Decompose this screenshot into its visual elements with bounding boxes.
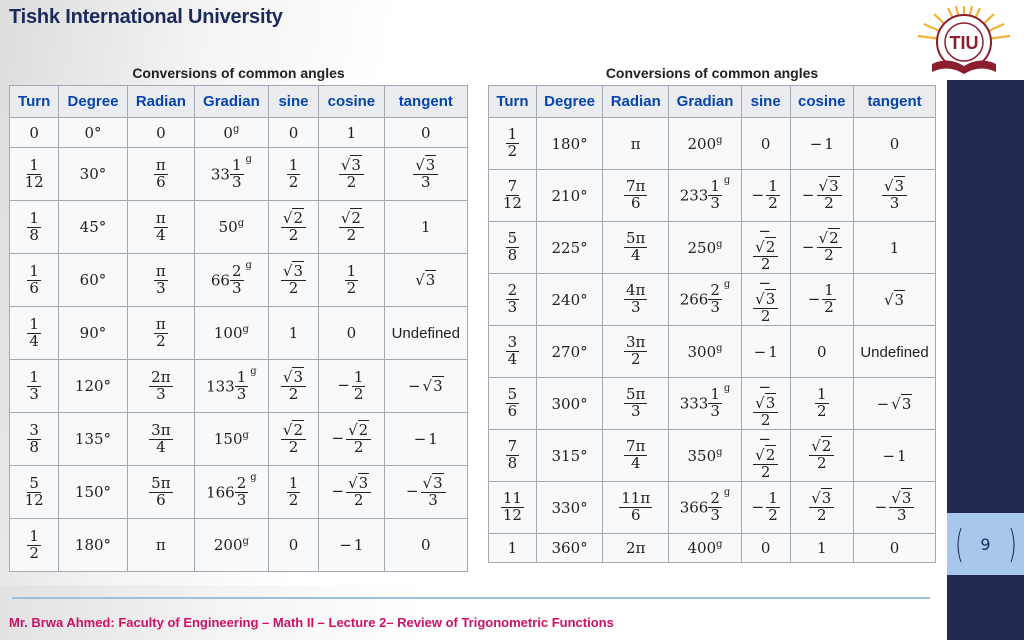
cell-gradian: 400$^g$ xyxy=(669,534,742,563)
cell-sine: − $\frac{√2}{2}$ xyxy=(741,430,790,482)
table-row xyxy=(10,519,468,572)
cell-turn: $\frac{7}{12}$ xyxy=(489,170,537,222)
cell-degree: 60° xyxy=(59,254,127,307)
cell-gradian: 133 $\frac{1}{3}$ $^g$ xyxy=(195,360,269,413)
left-bracket-icon: ( xyxy=(954,522,964,566)
cell-tangent: Undefined xyxy=(854,326,936,378)
svg-text:TIU: TIU xyxy=(949,33,979,53)
cell-sine: $\frac{√2}{2}$ xyxy=(268,201,318,254)
cell-gradian: 50$^g$ xyxy=(195,201,269,254)
cell-gradian: 150$^g$ xyxy=(195,413,269,466)
column-header-cosine[interactable]: cosine xyxy=(319,86,384,118)
cell-radian: $\frac{\pi}{2}$ xyxy=(127,307,194,360)
cell-cosine: $\frac{√2}{2}$ xyxy=(319,201,384,254)
cell-tangent: 0 xyxy=(384,519,467,572)
table-row xyxy=(489,222,936,274)
table-row xyxy=(10,118,468,148)
cell-gradian: 100$^g$ xyxy=(195,307,269,360)
cell-gradian: 300$^g$ xyxy=(669,326,742,378)
cell-degree: 225° xyxy=(536,222,602,274)
cell-degree: 300° xyxy=(536,378,602,430)
cell-cosine: − $\frac{√2}{2}$ xyxy=(790,222,854,274)
column-header-sine[interactable]: sine xyxy=(741,86,790,118)
cell-sine: $\frac{√3}{2}$ xyxy=(268,254,318,307)
cell-radian: $\frac{7\pi}{6}$ xyxy=(603,170,669,222)
cell-radian: $\frac{\pi}{4}$ xyxy=(127,201,194,254)
cell-cosine: − $\frac{√3}{2}$ xyxy=(790,170,854,222)
cell-turn: $\frac{5}{12}$ xyxy=(10,466,59,519)
column-header-gradian[interactable]: Gradian xyxy=(195,86,269,118)
cell-degree: 240° xyxy=(536,274,602,326)
cell-gradian: 333 $\frac{1}{3}$ $^g$ xyxy=(669,378,742,430)
table-row xyxy=(489,118,936,170)
cell-turn: $\frac{2}{3}$ xyxy=(489,274,537,326)
cell-tangent: $\frac{√3}{3}$ xyxy=(384,148,467,201)
cell-gradian: 66 $\frac{2}{3}$ $^g$ xyxy=(195,254,269,307)
cell-degree: 360° xyxy=(536,534,602,563)
cell-tangent: − √3 xyxy=(854,378,936,430)
cell-sine: − $\frac{√3}{2}$ xyxy=(741,378,790,430)
cell-degree: 180° xyxy=(536,118,602,170)
cell-cosine: $\frac{√2}{2}$ xyxy=(790,430,854,482)
cell-degree: 330° xyxy=(536,482,602,534)
table-row xyxy=(10,466,468,519)
cell-tangent: 0 xyxy=(854,118,936,170)
cell-turn: $\frac{1}{6}$ xyxy=(10,254,59,307)
cell-gradian: 366 $\frac{2}{3}$ $^g$ xyxy=(669,482,742,534)
cell-radian: $\frac{3\pi}{2}$ xyxy=(603,326,669,378)
cell-gradian: 200$^g$ xyxy=(669,118,742,170)
table-row xyxy=(489,274,936,326)
cell-cosine: 0 xyxy=(790,326,854,378)
trig-table xyxy=(9,85,468,572)
cell-radian: 0 xyxy=(127,118,194,148)
cell-turn: $\frac{1}{8}$ xyxy=(10,201,59,254)
cell-tangent: − 1 xyxy=(384,413,467,466)
cell-turn: $\frac{1}{2}$ xyxy=(489,118,537,170)
cell-turn: $\frac{3}{4}$ xyxy=(489,326,537,378)
cell-radian: $\frac{11\pi}{6}$ xyxy=(603,482,669,534)
cell-radian: $\frac{5\pi}{6}$ xyxy=(127,466,194,519)
cell-cosine: $\frac{√3}{2}$ xyxy=(319,148,384,201)
cell-sine: $\frac{√3}{2}$ xyxy=(268,360,318,413)
cell-gradian: 350$^g$ xyxy=(669,430,742,482)
cell-degree: 180° xyxy=(59,519,127,572)
cell-tangent: 0 xyxy=(854,534,936,563)
table-row xyxy=(489,534,936,563)
table-caption: Conversions of common angles xyxy=(132,65,345,81)
cell-turn: 1 xyxy=(489,534,537,563)
column-header-radian[interactable]: Radian xyxy=(127,86,194,118)
cell-sine: − 1 xyxy=(741,326,790,378)
university-title: Tishk International University xyxy=(9,6,283,28)
cell-cosine: − $\frac{√2}{2}$ xyxy=(319,413,384,466)
cell-cosine: − 1 xyxy=(319,519,384,572)
cell-turn: $\frac{1}{4}$ xyxy=(10,307,59,360)
cell-turn: $\frac{7}{8}$ xyxy=(489,430,537,482)
cell-turn: $\frac{11}{12}$ xyxy=(489,482,537,534)
table-row xyxy=(489,430,936,482)
cell-degree: 270° xyxy=(536,326,602,378)
cell-degree: 210° xyxy=(536,170,602,222)
cell-radian: $\frac{3\pi}{4}$ xyxy=(127,413,194,466)
cell-gradian: 233 $\frac{1}{3}$ $^g$ xyxy=(669,170,742,222)
cell-radian: 2π xyxy=(603,534,669,563)
cell-degree: 150° xyxy=(59,466,127,519)
cell-tangent: 1 xyxy=(384,201,467,254)
cell-sine: 0 xyxy=(741,118,790,170)
cell-cosine: $\frac{1}{2}$ xyxy=(319,254,384,307)
table-row xyxy=(10,201,468,254)
slide-background-bottom xyxy=(0,585,940,640)
cell-tangent: 1 xyxy=(854,222,936,274)
cell-sine: 1 xyxy=(268,307,318,360)
table-row xyxy=(10,148,468,201)
cell-sine: $\frac{1}{2}$ xyxy=(268,466,318,519)
table-row xyxy=(10,254,468,307)
cell-sine: 0 xyxy=(741,534,790,563)
cell-radian: $\frac{7\pi}{4}$ xyxy=(603,430,669,482)
column-header-degree[interactable]: Degree xyxy=(59,86,127,118)
cell-gradian: 0$^g$ xyxy=(195,118,269,148)
conversion-table-left xyxy=(9,63,468,572)
cell-sine: 0 xyxy=(268,118,318,148)
cell-degree: 45° xyxy=(59,201,127,254)
cell-sine: − $\frac{√2}{2}$ xyxy=(741,222,790,274)
cell-tangent: 0 xyxy=(384,118,467,148)
cell-cosine: 1 xyxy=(319,118,384,148)
cell-gradian: 166 $\frac{2}{3}$ $^g$ xyxy=(195,466,269,519)
cell-cosine: − $\frac{√3}{2}$ xyxy=(319,466,384,519)
cell-turn: $\frac{1}{3}$ xyxy=(10,360,59,413)
column-header-cosine[interactable]: cosine xyxy=(790,86,854,118)
table-caption: Conversions of common angles xyxy=(605,65,819,81)
cell-tangent: Undefined xyxy=(384,307,467,360)
cell-sine: − $\frac{1}{2}$ xyxy=(741,482,790,534)
conversion-table-right xyxy=(488,63,936,563)
cell-radian: π xyxy=(127,519,194,572)
cell-cosine: 0 xyxy=(319,307,384,360)
column-header-turn[interactable]: Turn xyxy=(489,86,537,118)
cell-tangent: $\frac{√3}{3}$ xyxy=(854,170,936,222)
column-header-tangent[interactable]: tangent xyxy=(854,86,936,118)
cell-tangent: − 1 xyxy=(854,430,936,482)
cell-turn: 0 xyxy=(10,118,59,148)
cell-sine: $\frac{√2}{2}$ xyxy=(268,413,318,466)
cell-tangent: √3 xyxy=(854,274,936,326)
column-header-turn[interactable]: Turn xyxy=(10,86,59,118)
cell-degree: 30° xyxy=(59,148,127,201)
cell-turn: $\frac{1}{12}$ xyxy=(10,148,59,201)
cell-sine: 0 xyxy=(268,519,318,572)
cell-tangent: − $\frac{√3}{3}$ xyxy=(384,466,467,519)
table-row xyxy=(10,413,468,466)
table-row xyxy=(10,307,468,360)
cell-turn: $\frac{5}{8}$ xyxy=(489,222,537,274)
footer-divider xyxy=(12,597,930,599)
footer-lecture-info: Mr. Brwa Ahmed: Faculty of Engineering – Math II – Lecture 2– Review of Trigonometric Functions xyxy=(9,615,614,630)
cell-degree: 315° xyxy=(536,430,602,482)
table-row xyxy=(489,326,936,378)
column-header-gradian[interactable]: Gradian xyxy=(669,86,742,118)
cell-degree: 0° xyxy=(59,118,127,148)
table-row xyxy=(489,482,936,534)
table-row xyxy=(10,360,468,413)
cell-sine: − $\frac{1}{2}$ xyxy=(741,170,790,222)
column-header-tangent[interactable]: tangent xyxy=(384,86,467,118)
cell-radian: $\frac{2\pi}{3}$ xyxy=(127,360,194,413)
cell-gradian: 266 $\frac{2}{3}$ $^g$ xyxy=(669,274,742,326)
cell-gradian: 250$^g$ xyxy=(669,222,742,274)
cell-cosine: − $\frac{1}{2}$ xyxy=(319,360,384,413)
cell-turn: $\frac{3}{8}$ xyxy=(10,413,59,466)
cell-tangent: √3 xyxy=(384,254,467,307)
cell-radian: $\frac{\pi}{3}$ xyxy=(127,254,194,307)
cell-radian: $\frac{\pi}{6}$ xyxy=(127,148,194,201)
cell-degree: 90° xyxy=(59,307,127,360)
cell-sine: − $\frac{√3}{2}$ xyxy=(741,274,790,326)
cell-tangent: − √3 xyxy=(384,360,467,413)
cell-cosine: − 1 xyxy=(790,118,854,170)
page-number: 9 xyxy=(980,534,991,554)
table-row xyxy=(489,378,936,430)
cell-gradian: 200$^g$ xyxy=(195,519,269,572)
cell-radian: π xyxy=(603,118,669,170)
cell-radian: $\frac{5\pi}{4}$ xyxy=(603,222,669,274)
cell-cosine: $\frac{√3}{2}$ xyxy=(790,482,854,534)
cell-radian: $\frac{5\pi}{3}$ xyxy=(603,378,669,430)
cell-degree: 135° xyxy=(59,413,127,466)
cell-turn: $\frac{1}{2}$ xyxy=(10,519,59,572)
column-header-radian[interactable]: Radian xyxy=(603,86,669,118)
cell-cosine: 1 xyxy=(790,534,854,563)
cell-radian: $\frac{4\pi}{3}$ xyxy=(603,274,669,326)
page-number-box xyxy=(947,513,1024,575)
cell-degree: 120° xyxy=(59,360,127,413)
cell-cosine: − $\frac{1}{2}$ xyxy=(790,274,854,326)
right-bracket-icon: ) xyxy=(1007,522,1017,566)
cell-cosine: $\frac{1}{2}$ xyxy=(790,378,854,430)
table-row xyxy=(489,170,936,222)
trig-table xyxy=(488,85,936,563)
cell-turn: $\frac{5}{6}$ xyxy=(489,378,537,430)
column-header-degree[interactable]: Degree xyxy=(536,86,602,118)
cell-sine: $\frac{1}{2}$ xyxy=(268,148,318,201)
column-header-sine[interactable]: sine xyxy=(268,86,318,118)
cell-tangent: − $\frac{√3}{3}$ xyxy=(854,482,936,534)
cell-gradian: 33 $\frac{1}{3}$ $^g$ xyxy=(195,148,269,201)
